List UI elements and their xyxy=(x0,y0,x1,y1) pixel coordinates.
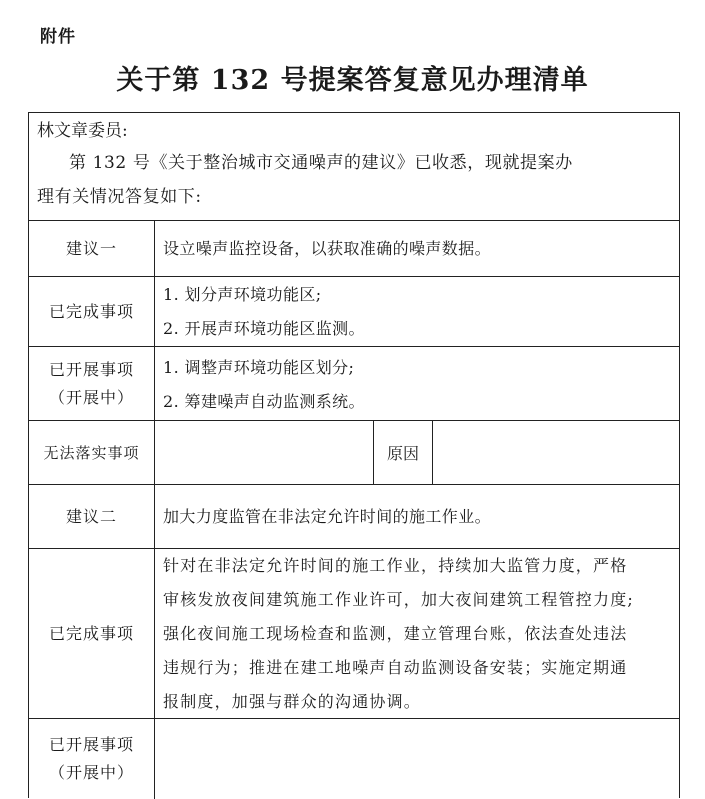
suggestion-1-label xyxy=(29,221,155,276)
suggestion-1-label-text: 建议一 xyxy=(65,238,117,258)
ongoing-label-text: 已开展事项 xyxy=(48,359,134,379)
done-label-2 xyxy=(29,549,155,718)
done-line: 报制度，加强与群众的沟通协调。 xyxy=(163,691,422,711)
intro-section xyxy=(29,113,679,221)
suggestion-2-ongoing xyxy=(155,719,679,799)
suggestion-1-done xyxy=(155,277,679,346)
done-line: 违规行为；推进在建工地噪声自动监测设备安装；实施定期通 xyxy=(163,657,628,677)
suggestion-2-content: 加大力度监管在非法定允许时间的施工作业。 xyxy=(163,506,492,526)
response-table xyxy=(28,112,680,798)
done-label-2-text: 已完成事项 xyxy=(48,623,134,643)
ongoing-label-sub: （开展中） xyxy=(48,387,134,407)
suggestion-2-label-text: 建议二 xyxy=(65,506,117,526)
ongoing-label-2-sub: （开展中） xyxy=(48,763,134,782)
done-label xyxy=(29,277,155,346)
intro-line-2: 理有关情况答复如下: xyxy=(37,187,202,207)
ongoing-label-2-text: 已开展事项 xyxy=(48,735,134,754)
table-row-suggestion-1-unable xyxy=(29,421,679,485)
suggestion-1-ongoing xyxy=(155,347,679,420)
done-line: 强化夜间施工现场检查和监测，建立管理台账，依法查处违法 xyxy=(163,623,628,643)
suggestion-1-text xyxy=(155,221,679,276)
ongoing-label-2 xyxy=(29,719,155,799)
done-line: 审核发放夜间建筑施工作业许可，加大夜间建筑工程管控力度; xyxy=(163,589,634,609)
done-item-1: 1. 划分声环境功能区; xyxy=(163,284,322,304)
reason-label-text: 原因 xyxy=(386,444,419,463)
done-line: 针对在非法定允许时间的施工作业，持续加大监管力度，严格 xyxy=(163,555,628,575)
table-row-suggestion-1-done xyxy=(29,277,679,347)
done-label-text: 已完成事项 xyxy=(48,301,134,321)
table-row-suggestion-2-done xyxy=(29,549,679,719)
ongoing-item-2: 2. 筹建噪声自动监测系统。 xyxy=(163,392,365,411)
table-row-suggestion-1 xyxy=(29,221,679,277)
suggestion-2-text xyxy=(155,485,679,548)
unable-label-text: 无法落实事项 xyxy=(43,443,140,462)
document-title: 关于第 132 号提案答复意见办理清单 xyxy=(116,65,589,96)
salutation: 林文章委员: xyxy=(37,121,128,141)
done-item-2: 2. 开展声环境功能区监测。 xyxy=(163,318,365,338)
ongoing-item-1: 1. 调整声环境功能区划分; xyxy=(163,358,355,377)
table-row-suggestion-2-ongoing xyxy=(29,719,679,799)
suggestion-1-content: 设立噪声监控设备，以获取准确的噪声数据。 xyxy=(163,238,492,258)
suggestion-2-done xyxy=(155,549,679,718)
table-row-suggestion-2 xyxy=(29,485,679,549)
reason-label xyxy=(373,421,433,484)
ongoing-label xyxy=(29,347,155,420)
suggestion-2-label xyxy=(29,485,155,548)
table-row-suggestion-1-ongoing xyxy=(29,347,679,421)
intro-line-1: 第 132 号《关于整治城市交通噪声的建议》已收悉，现就提案办 xyxy=(69,153,573,173)
unable-label xyxy=(29,421,155,484)
attachment-label: 附件 xyxy=(40,27,76,47)
